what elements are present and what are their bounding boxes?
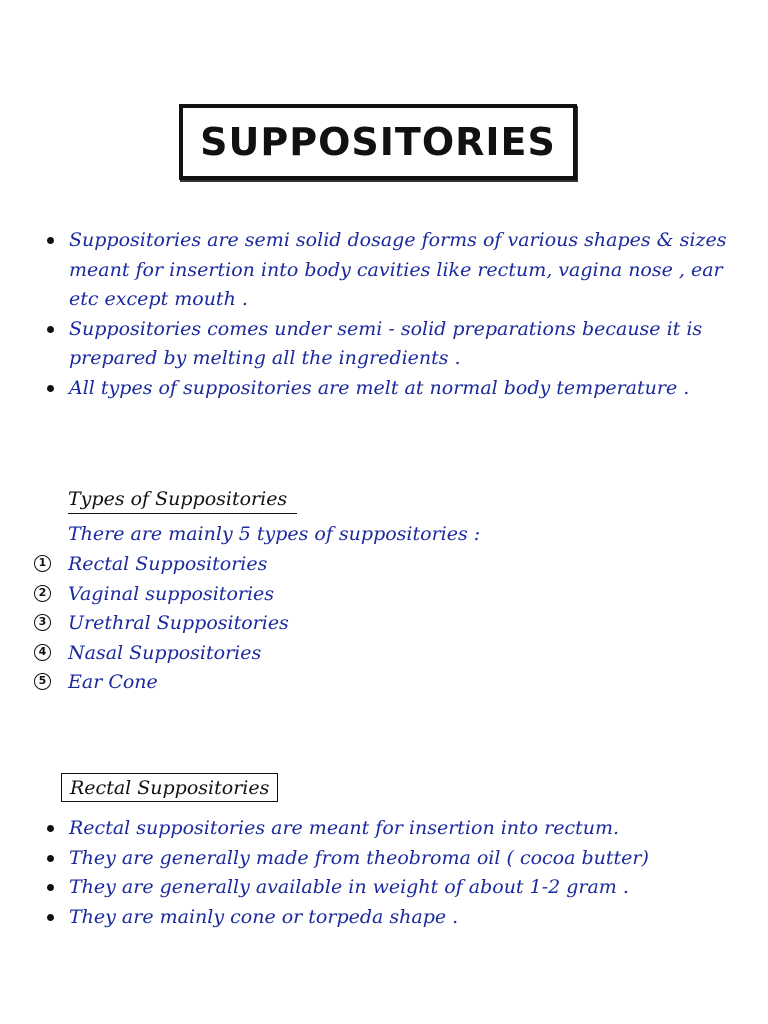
bullet-text: Rectal suppositories are meant for insertion into rectum.	[69, 817, 620, 839]
list-item	[34, 609, 289, 639]
types-heading: Types of Suppositories	[68, 488, 297, 514]
list-item	[44, 903, 734, 933]
bullet-dot-icon	[47, 326, 54, 333]
list-item	[34, 580, 289, 610]
bullet-dot-icon	[47, 385, 54, 392]
list-item	[44, 226, 734, 315]
type-label: Ear Cone	[68, 671, 158, 693]
bullet-text: Suppositories are semi solid dosage forms of various shapes & sizes meant for insertion into body cavities like rectum, vagina nose , ear etc except mouth .	[69, 229, 727, 310]
types-intro: There are mainly 5 types of suppositories :	[68, 523, 481, 545]
bullet-dot-icon	[47, 825, 54, 832]
bullet-text: They are generally made from theobroma oil ( cocoa butter)	[69, 846, 649, 869]
list-item	[34, 550, 289, 580]
title-box	[179, 104, 577, 180]
bullet-text: Suppositories comes under semi - solid preparations because it is prepared by melting all the ingredients .	[69, 317, 703, 369]
types-numbered-list	[34, 550, 289, 698]
intro-bullet-list	[44, 226, 734, 403]
bullet-dot-icon	[47, 237, 54, 244]
type-label: Nasal Suppositories	[68, 641, 262, 664]
bullet-dot-icon	[47, 914, 54, 921]
bullet-text: They are mainly cone or torpeda shape .	[69, 905, 459, 928]
bullet-dot-icon	[47, 884, 54, 891]
list-item	[44, 374, 734, 404]
type-label: Vaginal suppositories	[68, 582, 275, 605]
circled-number-icon: 2	[34, 585, 51, 602]
type-label: Urethral Suppositories	[68, 612, 289, 634]
page-title: SUPPOSITORIES	[200, 120, 556, 164]
circled-number-icon: 1	[34, 555, 51, 572]
list-item	[44, 315, 734, 374]
circled-number-icon: 5	[34, 673, 51, 690]
circled-number-icon: 4	[34, 644, 51, 661]
list-item	[44, 844, 734, 874]
rectal-bullet-list	[44, 814, 734, 932]
list-item	[44, 814, 734, 844]
circled-number-icon: 3	[34, 614, 51, 631]
type-label: Rectal Suppositories	[68, 553, 268, 575]
bullet-dot-icon	[47, 855, 54, 862]
bullet-text: All types of suppositories are melt at normal body temperature .	[69, 376, 690, 399]
bullet-text: They are generally available in weight of about 1-2 gram .	[69, 876, 629, 898]
rectal-heading: Rectal Suppositories	[61, 773, 278, 802]
list-item	[34, 668, 289, 698]
list-item	[44, 873, 734, 903]
list-item	[34, 639, 289, 669]
